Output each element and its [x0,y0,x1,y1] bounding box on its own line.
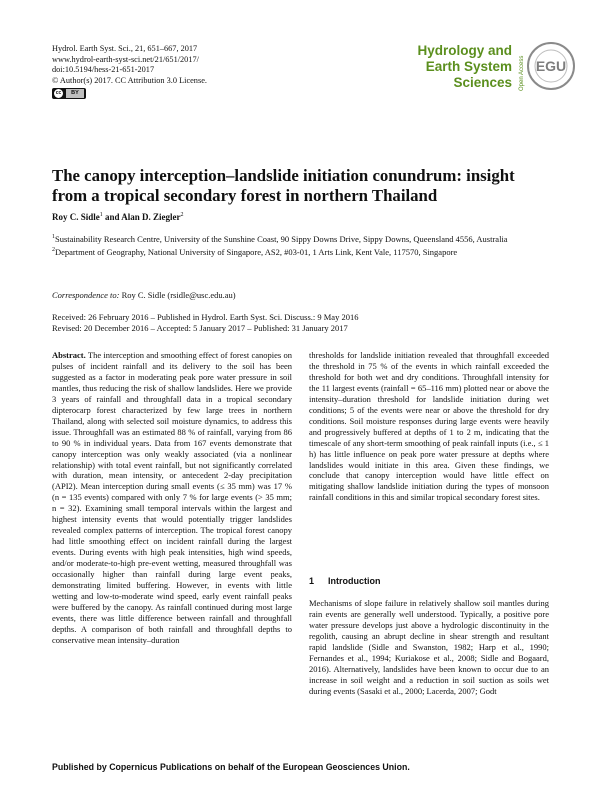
open-access-text: Open Access [519,55,525,91]
author-affiliation-mark: 2 [180,212,184,218]
affiliation-1 [52,232,532,245]
paper-title: The canopy interception–landslide initiation conundrum: insight from a tropical secondary forest in northern Thailand [52,166,515,205]
section-title: Introduction [328,576,381,586]
section-number: 1 [309,576,315,586]
citation-license: © Author(s) 2017. CC Attribution 3.0 License. [52,75,207,85]
affiliation-text: Sustainability Research Centre, University of the Sunshine Coast, 90 Sippy Downs Drive, Sippy Downs, Queensland 4556, Australia [55,233,508,244]
citation-journal-line: Hydrol. Earth Syst. Sci., 21, 651–667, 2017 [52,44,198,53]
affiliation-2 [52,245,532,258]
affiliation-text: Department of Geography, National University of Singapore, AS2, #03-01, 1 Arts Link, Kent Vale, 117570, Singapore [55,246,458,257]
author-list [52,212,184,222]
author-affiliation-mark: 1 [99,212,103,218]
affiliations [52,232,532,258]
journal-name-line1: Hydrology and [417,43,512,58]
citation-block [52,44,207,103]
author-name: Roy C. Sidle [52,212,100,222]
abstract-label: Abstract. [52,350,86,360]
abstract-column-right: thresholds for landslide initiation revealed that throughfall exceeded the threshold in 75 % of the events in which rainfall exceeded the threshold for both wet and dry conditions. Throughfall intensity for the 11 largest events (rainfall = 65–116 mm) plotted near or above the intensity–duration threshold for landslide initiation during wet conditions; 5 of the events were near or above the threshold for dry conditions. Soil moisture responses during large events were heavily and progressively buffered at depths of 1 to 2 m, indicating that the timescale of any short-term smoothing of peak rainfall inputs (i.e., ≤ 1 h) has little influence on peak pore water pressure at depths where landslides would initiate in this area. Given these findings, we conclude that canopy interception would have little effect on mitigating shallow landslide initiation during the types of monsoon rainfall conditions in this and similar tropical secondary forest sites. [309,350,549,503]
dates-revised: Revised: 20 December 2016 – Accepted: 5 January 2017 – Published: 31 January 2017 [52,323,348,333]
publisher-footer: Published by Copernicus Publications on behalf of the European Geosciences Union. [52,762,410,772]
section-heading-introduction [309,576,395,586]
dates-received: Received: 26 February 2016 – Published in Hydrol. Earth Syst. Sci. Discuss.: 9 May 2016 [52,312,359,322]
affiliation-mark: 2 [52,246,55,253]
egu-logo-text: EGU [535,58,567,74]
egu-logo-icon [526,40,576,96]
citation-url[interactable]: www.hydrol-earth-syst-sci.net/21/651/2017/ [52,54,199,64]
journal-name [417,43,512,91]
cc-badge-left: cc [55,90,62,97]
correspondence [52,290,236,300]
cc-badge-right: BY [66,89,84,98]
cc-by-license-icon[interactable] [52,88,86,99]
abstract-column-left [52,350,292,646]
author-name: Alan D. Ziegler [121,212,181,222]
author-separator: and [102,212,122,222]
affiliation-mark: 1 [52,234,55,240]
journal-name-line2: Earth System [425,59,512,74]
open-access-label [516,43,526,93]
abstract-text-left: The interception and smoothing effect of forest canopies on pulses of incident rainfall and its delivery to the soil has been suggested as a factor in moderating peak pore water pressure in soil mantles, thus reducing the risk of shallow landslides. Here we provide 3 years of rainfall and throughfall data in a tropical secondary dipterocarp forest characterized by few large trees in northern Thailand, along with selected soil moisture dynamics, to address this issue. Throughfall was an estimated 88 % of rainfall, varying from 86 to 90 % in individual years. Data from 167 events demonstrate that canopy interception was only weakly associated (via a nonlinear relationship) with total event rainfall, but not significantly correlated with duration, mean intensity, or antecedent 2-day precipitation (API2). Mean interception during small events (≤ 35 mm) was 17 % (n = 135 events) compared with only 7 % for large events (> 35 mm; n = 32). Examining small temporal intervals within the largest and highest intensity events that would potentially trigger landslides revealed complex patterns of interception. The tropical forest canopy had little smoothing effect on incident rainfall during the largest events. During events with high peak intensities, high wind speeds, and/or moderate-to-high pre-event wetting, measured throughfall was occasionally higher than rainfall during large event peaks, demonstrating limited buffering. However, in events with little wetting and low-to-moderate wind speed, early event rainfall peaks were buffered by the canopy. As rainfall continued during most large events, there was little difference between rainfall and throughfall depths. A comparison of both rainfall and throughfall depths to conservative mean intensity–duration [52,350,292,645]
citation-doi[interactable]: doi:10.5194/hess-21-651-2017 [52,65,155,75]
correspondence-email[interactable]: Roy C. Sidle (rsidle@usc.edu.au) [119,290,236,300]
publication-dates [52,312,358,334]
introduction-paragraph: Mechanisms of slope failure in relatively shallow soil mantles during rain events are generally well understood. Typically, a positive pore water pressure develops just above a hydrologic discontinuity in the regolith, causing an abrupt decline in shear strength and resultant rapid landslide (Sidle and Swanston, 1982; Harp et al., 1990; Fernandes et al., 1994; Kuriakose et al., 2008; Sidle and Bogaard, 2016). Alternatively, landslides have been known to occur due to an increase in soil weight and a reduction in soil suction as soils wet during events (Sasaki et al., 2000; Lacerda, 2007; Godt [309,598,549,696]
journal-name-line3: Sciences [453,75,512,90]
correspondence-label: Correspondence to: [52,290,120,300]
